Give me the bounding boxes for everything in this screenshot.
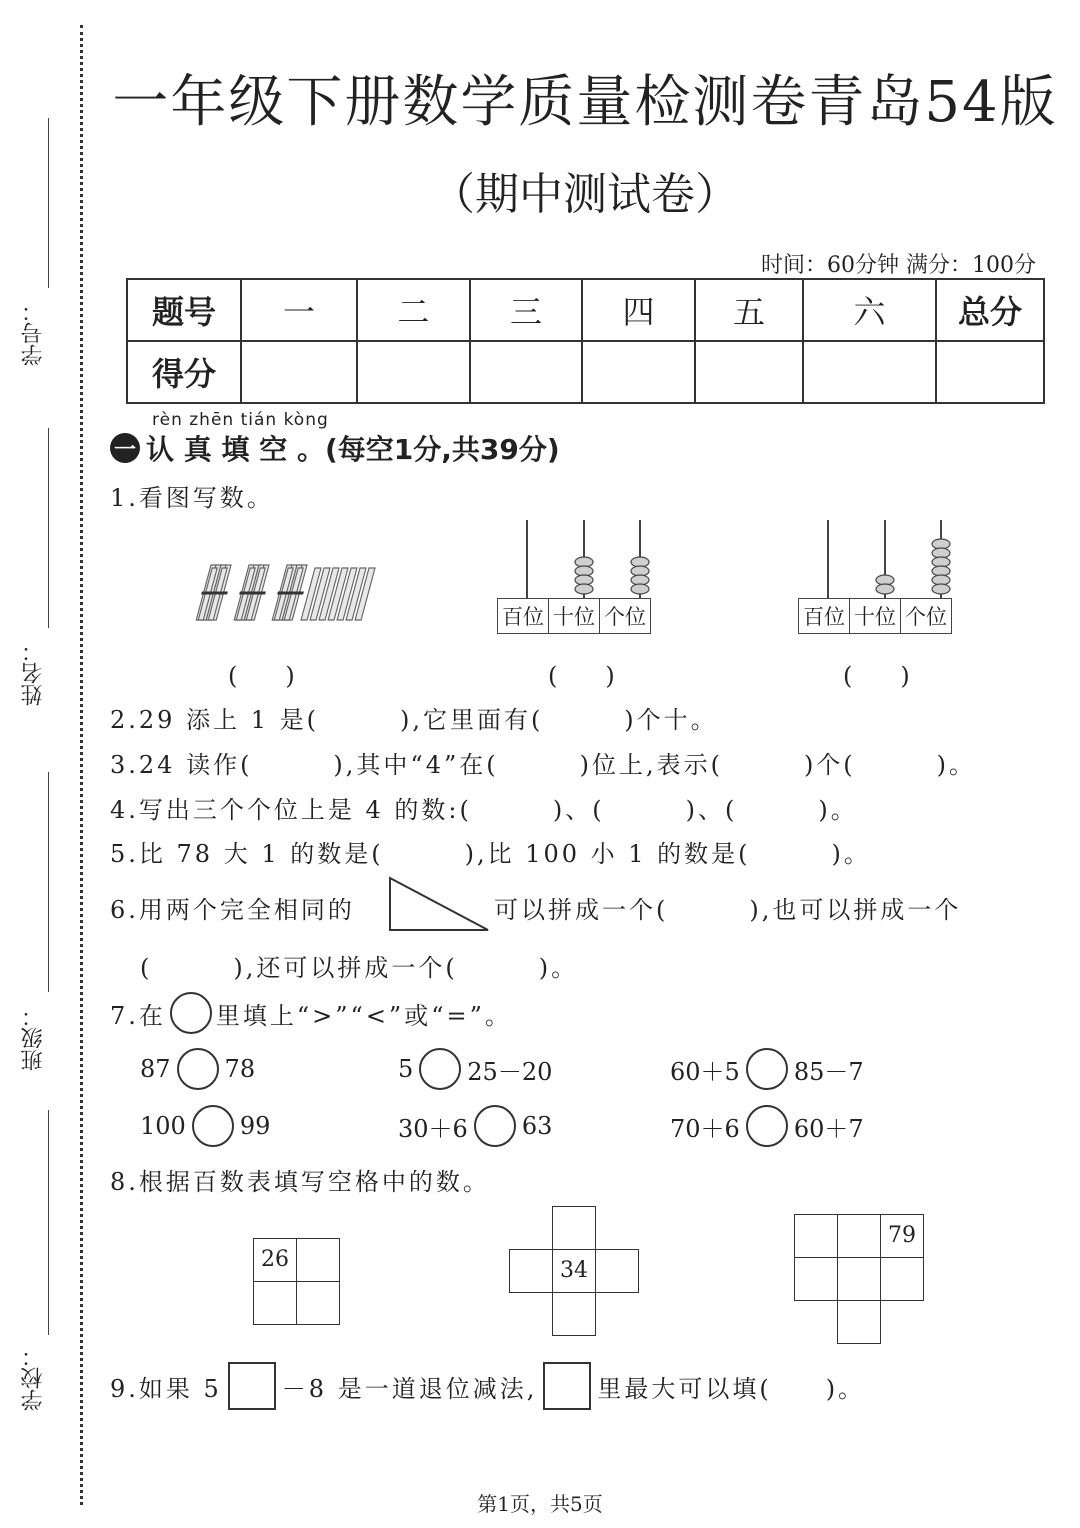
grid-cell-blank[interactable] xyxy=(552,1206,596,1250)
score-cell[interactable] xyxy=(936,341,1044,403)
compare-item: 100 99 xyxy=(140,1105,270,1147)
question-6-part-c: ( ),还可以拼成一个( )。 xyxy=(140,954,579,982)
question-1: 1.看图写数。 xyxy=(110,484,274,512)
answer-blank[interactable]: ( ) xyxy=(548,662,615,690)
grid-cell: 79 xyxy=(880,1214,924,1258)
header-cell: 三 xyxy=(470,279,582,341)
grid-cell: 34 xyxy=(552,1249,596,1293)
question-5: 5.比 78 大 1 的数是( ),比 100 小 1 的数是( )。 xyxy=(110,840,871,868)
abacus-place-labels: 百位 十位 个位 xyxy=(798,598,952,634)
compare-circle-input[interactable] xyxy=(746,1048,788,1090)
compare-item: 30＋6 63 xyxy=(398,1105,552,1147)
compare-item: 60＋5 85－7 xyxy=(670,1048,864,1090)
compare-circle-input[interactable] xyxy=(746,1105,788,1147)
header-cell: 五 xyxy=(695,279,803,341)
compare-circle-input[interactable] xyxy=(419,1048,461,1090)
abacus-place-labels: 百位 十位 个位 xyxy=(497,598,651,634)
header-cell: 一 xyxy=(241,279,357,341)
compare-item: 87 78 xyxy=(140,1048,255,1090)
question-6-part-b: 可以拼成一个( ),也可以拼成一个 xyxy=(494,896,962,924)
right-triangle-icon xyxy=(388,876,490,932)
grid-cell-blank[interactable] xyxy=(837,1300,881,1344)
row-label: 得分 xyxy=(127,341,241,403)
question-9: 9.如果 5 －8 是一道退位减法, 里最大可以填( )。 xyxy=(110,1362,865,1410)
question-6-part-a: 6.用两个完全相同的 xyxy=(110,896,355,924)
header-cell: 四 xyxy=(582,279,695,341)
question-8: 8.根据百数表填写空格中的数。 xyxy=(110,1168,490,1196)
grid-cell-blank[interactable] xyxy=(296,1238,340,1282)
section-title: 认 真 填 空 。(每空1分,共39分) xyxy=(146,433,560,466)
grid-cell: 26 xyxy=(253,1238,297,1282)
header-cell: 总分 xyxy=(936,279,1044,341)
sticks-bundle-icon xyxy=(195,560,385,630)
header-cell: 二 xyxy=(357,279,470,341)
score-cell[interactable] xyxy=(241,341,357,403)
compare-circle-input[interactable] xyxy=(177,1048,219,1090)
header-cell: 六 xyxy=(803,279,936,341)
score-cell[interactable] xyxy=(357,341,470,403)
section-number-badge: 一 xyxy=(110,433,140,463)
compare-item: 5 25－20 xyxy=(398,1048,552,1090)
score-cell[interactable] xyxy=(582,341,695,403)
grid-cell-blank[interactable] xyxy=(552,1292,596,1336)
page-subtitle: （期中测试卷） xyxy=(431,169,739,220)
grid-cell-blank[interactable] xyxy=(595,1249,639,1293)
grid-cell-blank[interactable] xyxy=(253,1281,297,1325)
compare-circle-input[interactable] xyxy=(474,1105,516,1147)
compare-circle-input[interactable] xyxy=(192,1105,234,1147)
score-cell[interactable] xyxy=(470,341,582,403)
grid-cell-blank[interactable] xyxy=(296,1281,340,1325)
grid-cell-blank[interactable] xyxy=(794,1257,838,1301)
abacus-1 xyxy=(497,518,672,636)
score-table xyxy=(126,278,1045,404)
question-4: 4.写出三个个位上是 4 的数:( )、( )、( )。 xyxy=(110,796,858,824)
page-footer: 第1页，共5页 xyxy=(477,1492,603,1516)
section-pinyin: rèn zhēn tián kòng xyxy=(152,410,329,430)
abacus-2 xyxy=(798,518,973,636)
score-table-score-row xyxy=(127,341,1044,403)
question-7: 7.在 里填上“>”“<”或“=”。 xyxy=(110,992,512,1034)
digit-box-input[interactable] xyxy=(543,1362,591,1410)
header-cell: 题号 xyxy=(127,279,241,341)
binding-line xyxy=(80,25,83,1505)
grid-cell-blank[interactable] xyxy=(837,1257,881,1301)
page-title: 一年级下册数学质量检测卷青岛54版 xyxy=(112,70,1058,135)
compare-circle-icon xyxy=(170,992,212,1034)
grid-cell-blank[interactable] xyxy=(880,1257,924,1301)
question-2: 2.29 添上 1 是( ),它里面有( )个十。 xyxy=(110,706,718,734)
score-cell[interactable] xyxy=(803,341,936,403)
compare-item: 70＋6 60＋7 xyxy=(670,1105,864,1147)
score-table-header-row xyxy=(127,279,1044,341)
grid-cell-blank[interactable] xyxy=(509,1249,553,1293)
answer-blank[interactable]: ( ) xyxy=(228,662,295,690)
time-info: 时间：60分钟 满分：100分 xyxy=(761,253,1036,278)
grid-cell-blank[interactable] xyxy=(794,1214,838,1258)
question-3: 3.24 读作( ),其中“4”在( )位上,表示( )个( )。 xyxy=(110,751,977,779)
score-cell[interactable] xyxy=(695,341,803,403)
digit-box-input[interactable] xyxy=(228,1362,276,1410)
section-heading xyxy=(110,428,560,468)
answer-blank[interactable]: ( ) xyxy=(843,662,910,690)
grid-cell-blank[interactable] xyxy=(837,1214,881,1258)
